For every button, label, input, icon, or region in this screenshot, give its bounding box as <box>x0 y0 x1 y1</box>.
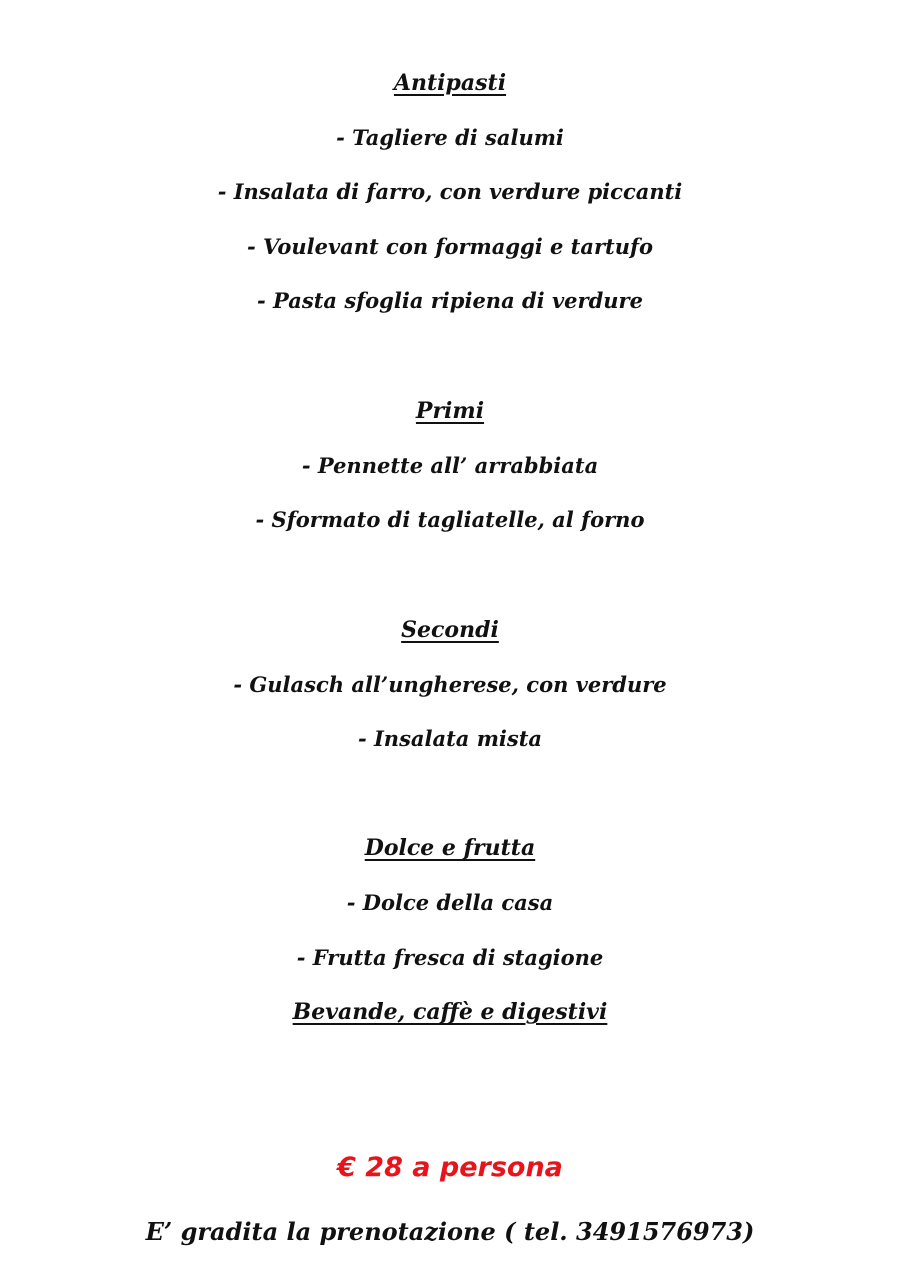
section-title-bevande: Bevande, caffè e digestivi <box>292 999 608 1025</box>
reservation-note: E’ gradita la prenotazione ( tel. 3491576973) <box>145 1217 755 1246</box>
section-title-antipasti: Antipasti <box>393 70 507 96</box>
section-title-secondi: Secondi <box>401 617 499 643</box>
section-title-primi: Primi <box>415 398 485 424</box>
price-per-person: € 28 a persona <box>337 1152 563 1183</box>
menu-item: - Tagliere di salumi <box>336 125 564 150</box>
menu-item: - Gulasch all’ungherese, con verdure <box>233 672 667 697</box>
menu-item: - Insalata di farro, con verdure piccanti <box>217 179 683 204</box>
section-title-dolce: Dolce e frutta <box>364 835 536 861</box>
menu-item: - Pasta sfoglia ripiena di verdure <box>257 288 643 313</box>
menu-item: - Voulevant con formaggi e tartufo <box>246 234 654 259</box>
menu-item: - Sformato di tagliatelle, al forno <box>255 507 645 532</box>
menu-item: - Dolce della casa <box>346 890 554 915</box>
menu-item: - Insalata mista <box>357 726 543 751</box>
menu-item: - Frutta fresca di stagione <box>296 945 604 970</box>
menu-item: - Pennette all’ arrabbiata <box>301 453 599 478</box>
